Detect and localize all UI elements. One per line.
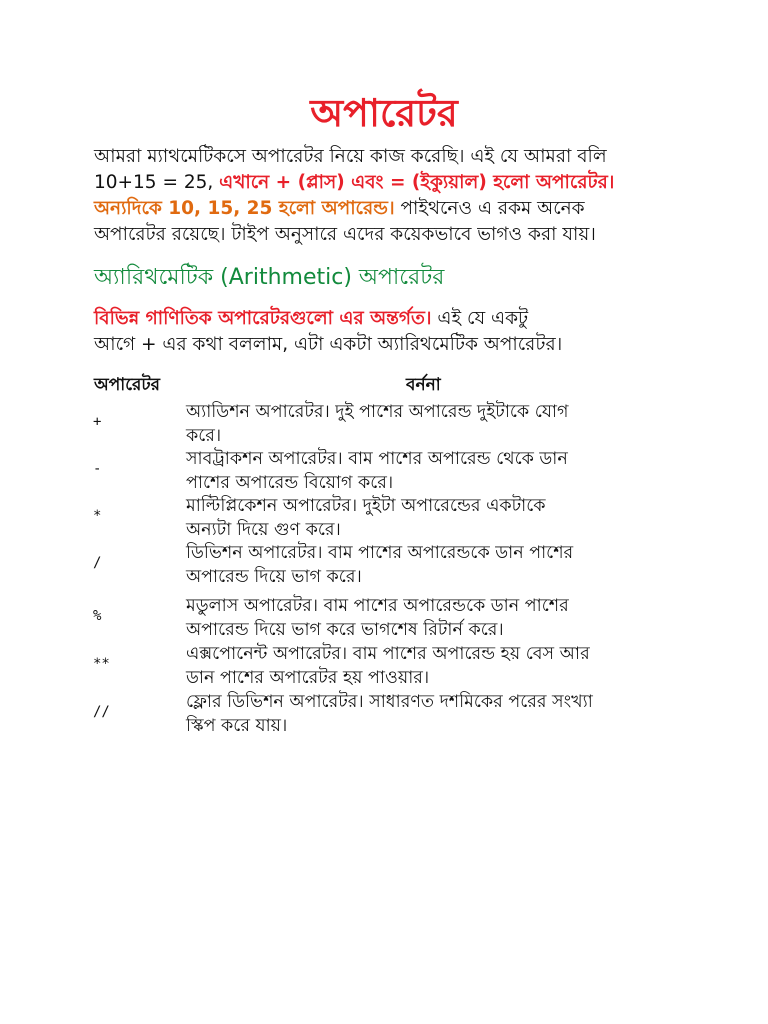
operator-description (186, 642, 686, 690)
description-line: মডুলাস অপারেটর। বাম পাশের অপারেন্ডকে ডান পাশের (186, 596, 569, 616)
intro-line-3 (94, 196, 694, 222)
page-title: অপারেটর (310, 91, 458, 135)
intro-line-4: অপারেটর রয়েছে। টাইপ অনুসারে এদের কয়েকভাবে ভাগও করা যায়। (94, 224, 596, 245)
operator-symbol: + (93, 414, 102, 430)
description-line: অন্যটা দিয়ে গুণ করে। (186, 520, 341, 540)
description-line: করে। (186, 426, 222, 446)
table-row (0, 447, 768, 495)
intro-line-2 (94, 170, 694, 196)
operator-description (186, 594, 686, 642)
table-row (0, 494, 768, 542)
table-header-operator: অপারেটর (94, 375, 160, 395)
operator-symbol: ** (93, 656, 110, 672)
table-row (0, 690, 768, 738)
description-line: সাবট্রাকশন অপারেটর। বাম পাশের অপারেন্ড থেকে ডান (186, 449, 568, 469)
operator-description (186, 541, 686, 589)
table-row (0, 400, 768, 448)
intro-line-1: আমরা ম্যাথমেটিকসে অপারেটর নিয়ে কাজ করেছি। এই যে আমরা বলি (94, 146, 607, 167)
description-line: ডিভিশন অপারেটর। বাম পাশের অপারেন্ডকে ডান পাশের (186, 543, 574, 563)
operator-symbol: / (93, 555, 102, 571)
description-line: এক্সপোনেন্ট অপারেটর। বাম পাশের অপারেন্ড হয় বেস আর (186, 644, 590, 664)
description-line: মাল্টিপ্লিকেশন অপারেটর। দুইটা অপারেন্ডের একটাকে (186, 496, 546, 516)
description-line: অপারেন্ড দিয়ে ভাগ করে। (186, 567, 362, 587)
operator-description (186, 690, 686, 738)
operator-symbol: // (93, 704, 110, 720)
operator-symbol: % (93, 608, 102, 624)
intro-paragraph (94, 144, 694, 248)
description-line: পাশের অপারেন্ড বিয়োগ করে। (186, 473, 394, 493)
table-row (0, 541, 768, 589)
description-line: অ্যাডিশন অপারেটর। দুই পাশের অপারেন্ড দুইটাকে যোগ (186, 402, 569, 422)
operator-symbol: - (93, 461, 102, 477)
operator-description (186, 447, 686, 495)
intro-example: 10+15 = 25, (94, 172, 220, 193)
section-heading: অ্যারিথমেটিক (Arithmetic) অপারেটর (94, 265, 445, 290)
intro-operator-highlight: এখানে + (প্লাস) এবং = (ইক্যুয়াল) হলো অপারেটর। (219, 172, 615, 193)
description-line: ডান পাশের অপারেটর হয় পাওয়ার। (186, 668, 430, 688)
intro-line-3-rest: পাইথনেও এ রকম অনেক (394, 198, 585, 219)
description-line: অপারেন্ড দিয়ে ভাগ করে ভাগশেষ রিটার্ন করে। (186, 620, 504, 640)
section-paragraph (94, 306, 694, 358)
table-row (0, 594, 768, 642)
operator-symbol: * (93, 508, 102, 524)
description-line: ফ্লোর ডিভিশন অপারেটর। সাধারণত দশমিকের পরের সংখ্যা (186, 692, 593, 712)
operator-description (186, 400, 686, 448)
table-row (0, 642, 768, 690)
intro-operand-highlight: অন্যদিকে 10, 15, 25 হলো অপারেন্ড। (94, 198, 395, 219)
section-line-1 (94, 306, 694, 332)
operator-description (186, 494, 686, 542)
section-line-1-rest: এই যে একটু (431, 308, 529, 329)
section-line-2: আগে + এর কথা বললাম, এটা একটা অ্যারিথমেটিক অপারেটর। (94, 334, 563, 355)
section-highlight: বিভিন্ন গাণিতিক অপারেটরগুলো এর অন্তর্গত। (94, 308, 432, 329)
description-line: স্কিপ করে যায়। (186, 716, 288, 736)
table-header-description: বর্ননা (406, 375, 441, 395)
